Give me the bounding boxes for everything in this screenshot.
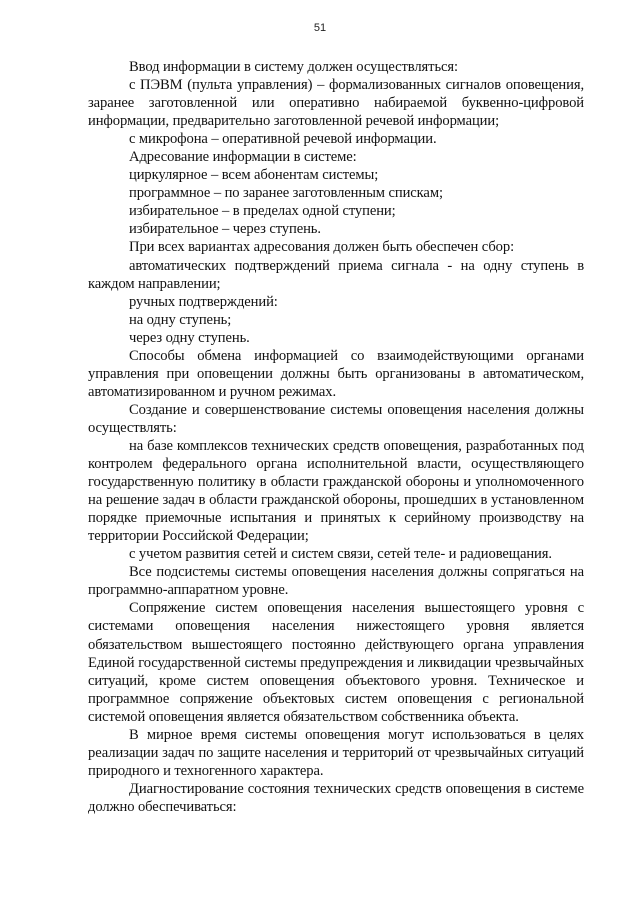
paragraph: Создание и совершенствование системы оповещения населения должны осуществлять: bbox=[88, 401, 584, 436]
paragraph: Все подсистемы системы оповещения населения должны сопрягаться на программно-аппаратном уровне. bbox=[88, 564, 584, 599]
paragraph: Диагностирование состояния технических средств оповещения в системе должно обеспечиваться: bbox=[88, 780, 584, 815]
paragraph: Ввод информации в систему должен осуществляться: bbox=[129, 59, 458, 75]
paragraph: ручных подтверждений: bbox=[129, 293, 278, 310]
page-number: 51 bbox=[313, 22, 327, 34]
paragraph: В мирное время системы оповещения могут использоваться в целях реализации задач по защите населения и территорий от чрезвычайных ситуаций природного и техногенного характера. bbox=[88, 726, 584, 779]
paragraph: избирательное – через ступень. bbox=[129, 221, 321, 238]
document-body bbox=[88, 58, 584, 816]
paragraph: на одну ступень; bbox=[129, 311, 232, 328]
paragraph: При всех вариантах адресования должен быть обеспечен сбор: bbox=[129, 239, 515, 256]
paragraph: Сопряжение систем оповещения населения вышестоящего уровня с системами оповещения населения нижестоящего уровня является обязательством вышестоящего постоянно действующего органа управления Единой государственной системы предупреждения и ликвидации чрезвычайных ситуаций, кроме систем оповещения объектового уровня. Техническое и программное сопряжение объектовых систем оповещения с региональной системой оповещения является обязательством собственника объекта. bbox=[88, 600, 584, 725]
paragraph: циркулярное – всем абонентам системы; bbox=[129, 167, 379, 184]
paragraph: Способы обмена информацией со взаимодействующими органами управления при оповещении должны быть организованы в автоматическом, автоматизированном и ручном режимах. bbox=[88, 347, 584, 400]
paragraph: с микрофона – оперативной речевой информации. bbox=[129, 131, 437, 148]
paragraph: избирательное – в пределах одной ступени; bbox=[129, 203, 396, 220]
paragraph: с ПЭВМ (пульта управления) – формализованных сигналов оповещения, заранее заготовленной или оперативно набираемой буквенно-цифровой информации, предварительно заготовленной речевой информации; bbox=[88, 77, 584, 130]
paragraph: автоматических подтверждений приема сигнала - на одну ступень в каждом направлении; bbox=[88, 257, 584, 292]
paragraph: Адресование информации в системе: bbox=[129, 149, 357, 166]
paragraph: с учетом развития сетей и систем связи, сетей теле- и радиовещания. bbox=[129, 546, 552, 563]
paragraph: через одну ступень. bbox=[129, 329, 250, 346]
paragraph: программное – по заранее заготовленным спискам; bbox=[129, 185, 443, 202]
paragraph: на базе комплексов технических средств оповещения, разработанных под контролем федерального органа исполнительной власти, осуществляющего государственную политику в области гражданской обороны и уполномоченного на решение задач в области гражданской обороны, прошедших в установленном порядке приемочные испытания и принятых к серийному производству на территории Российской Федерации; bbox=[88, 437, 584, 545]
